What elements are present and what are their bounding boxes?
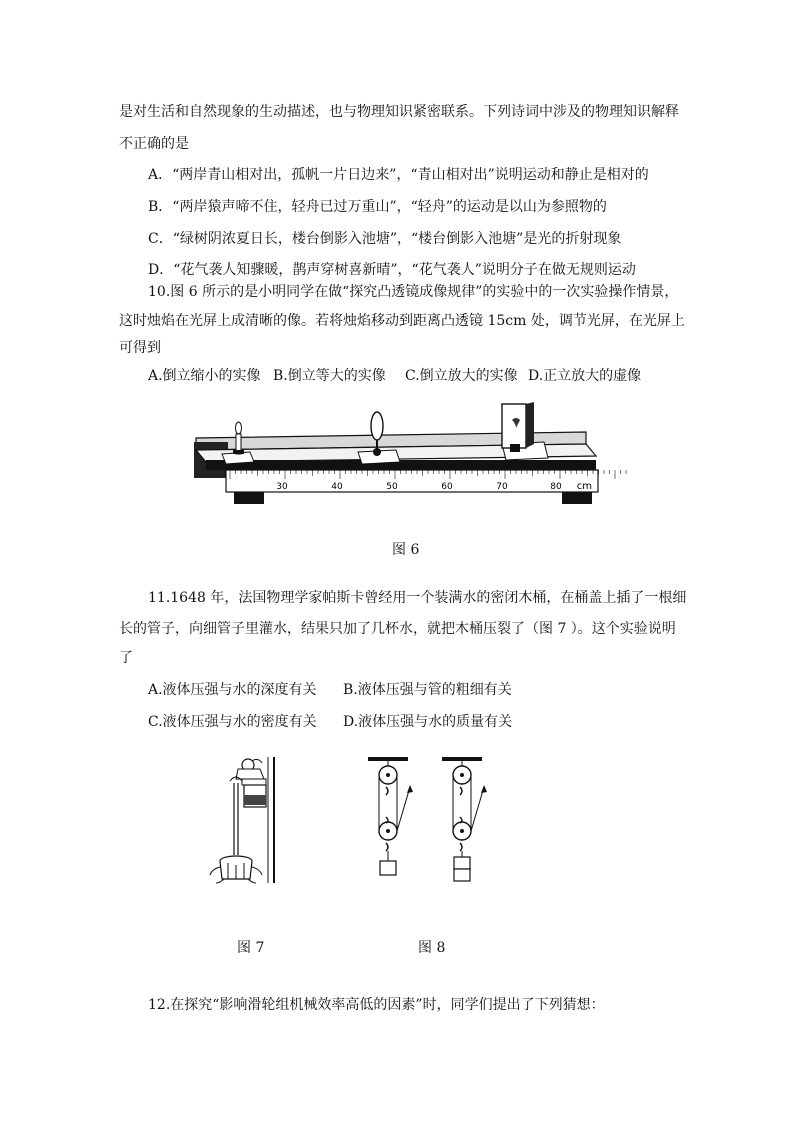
pascal-barrel-figure	[208, 755, 288, 885]
ruler-label-70: 70	[496, 482, 508, 492]
figure-6-caption: 图 6	[392, 542, 420, 558]
q11-stem-line3: 了	[119, 650, 133, 666]
pulley-system-2	[442, 757, 487, 881]
q10-option-a: A.倒立缩小的实像	[148, 368, 261, 384]
q11-stem-line1: 11.1648 年，法国物理学家帕斯卡曾经用一个装满水的密闭木桶，在桶盖上插了一根细	[148, 590, 687, 606]
weight-1	[380, 861, 396, 875]
q10-option-b: B.倒立等大的实像	[273, 368, 386, 384]
bench-foot-left	[234, 492, 264, 504]
q10-stem-line3: 可得到	[119, 340, 161, 356]
ruler-label-60: 60	[441, 482, 453, 492]
weight-2-bottom	[454, 869, 470, 881]
q11-stem-line2: 长的管子，向细管子里灌水，结果只加了几杯水，就把木桶压裂了（图 7 ）。这个实验说明	[119, 621, 676, 637]
q10-stem-line1: 10.图 6 所示的是小明同学在做“探究凸透镜成像规律”的实验中的一次实验操作情景，	[148, 284, 679, 300]
figure-8-caption: 图 8	[418, 940, 446, 956]
q10-option-c: C.倒立放大的实像	[405, 368, 518, 384]
q11-option-b: B.液体压强与管的粗细有关	[343, 682, 512, 698]
bench-foot-right	[562, 492, 592, 504]
pulley-systems-figure	[360, 757, 500, 897]
q9-stem-line1: 是对生活和自然现象的生动描述，也与物理知识紧密联系。下列诗词中涉及的物理知识解释	[119, 104, 679, 120]
q9-option-c: C．“绿树阴浓夏日长，楼台倒影入池塘”，“楼台倒影入池塘”是光的折射现象	[148, 231, 622, 247]
q10-option-d: D.正立放大的虚像	[528, 368, 642, 384]
q9-stem-line2: 不正确的是	[119, 136, 189, 152]
pulley-system-1	[368, 757, 413, 875]
q9-option-d: D．“花气袭人知骤暖，鹊声穿树喜新晴”，“花气袭人”说明分子在做无规则运动	[148, 262, 636, 278]
barrel	[210, 856, 262, 883]
weight-2-top	[454, 857, 470, 869]
q9-option-b: B．“两岸猿声啼不住，轻舟已过万重山”，“轻舟”的运动是以山为参照物的	[148, 199, 607, 215]
person-pouring	[236, 759, 266, 785]
ruler-unit: cm	[576, 481, 592, 492]
q11-option-a: A.液体压强与水的深度有关	[148, 682, 317, 698]
figure-7-caption: 图 7	[237, 940, 265, 956]
water-container	[244, 785, 266, 807]
q9-option-a: A．“两岸青山相对出，孤帆一片日边来”，“青山相对出”说明运动和静止是相对的	[148, 167, 649, 183]
q10-stem-line2: 这时烛焰在光屏上成清晰的像。若将烛焰移动到距离凸透镜 15cm 处，调节光屏，在光屏上	[119, 313, 685, 329]
bench-dark-band	[206, 460, 596, 470]
light-screen	[502, 402, 548, 460]
optical-bench-figure	[190, 400, 620, 510]
q12-stem-line1: 12.在探究“影响滑轮组机械效率高低的因素”时，同学们提出了下列猜想：	[148, 997, 605, 1013]
q11-option-d: D.液体压强与水的质量有关	[343, 714, 513, 730]
ruler-label-50: 50	[386, 482, 398, 492]
q11-option-c: C.液体压强与水的密度有关	[148, 714, 317, 730]
ruler-label-80: 80	[550, 482, 562, 492]
ruler-label-40: 40	[331, 482, 343, 492]
ruler-label-30: 30	[276, 482, 288, 492]
long-tube	[230, 777, 242, 855]
